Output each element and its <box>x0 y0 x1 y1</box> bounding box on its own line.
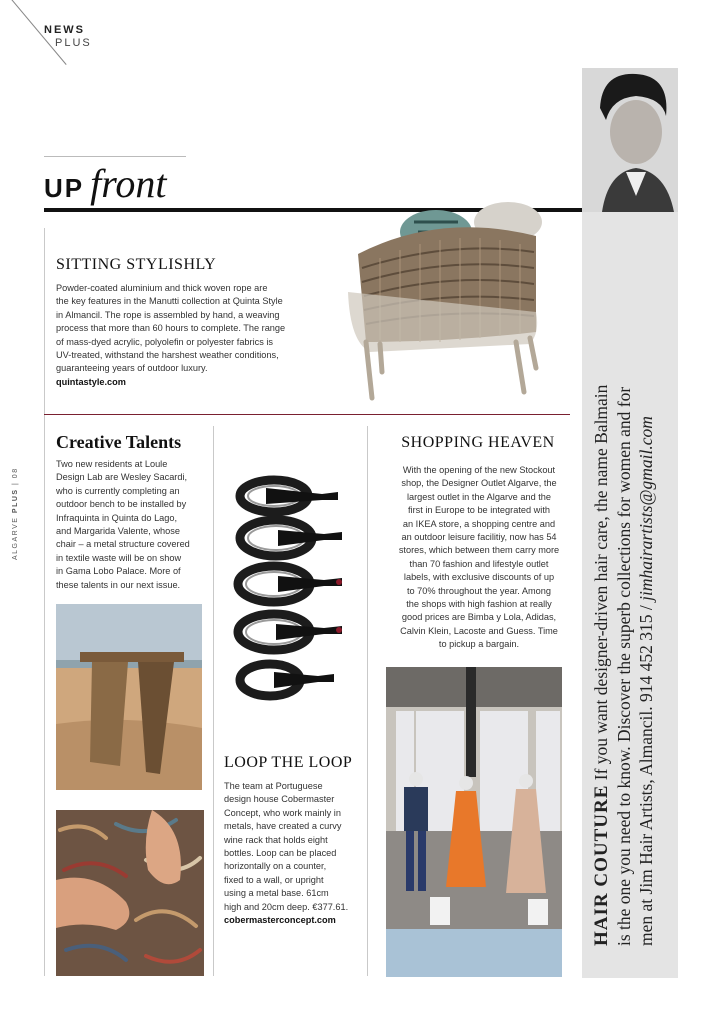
left-column-rule <box>44 228 45 976</box>
hair-couture-text <box>590 226 657 946</box>
ceiling-pendant <box>466 667 476 777</box>
price-sign-right <box>528 899 548 925</box>
shopping-line: largest outlet in the Algarve and the <box>406 491 552 502</box>
shopping-line: than 70 fashion and lifestyle outlet <box>409 558 549 569</box>
outlet-store-photo <box>386 667 562 977</box>
wine-rack-image <box>226 470 350 716</box>
sitting-line: guaranteeing years of outdoor luxury. <box>56 363 208 374</box>
shopping-line: first in Europe to be integrated with <box>408 505 550 516</box>
shopping-line: stores, which between them carry more <box>398 545 560 556</box>
page-folio <box>12 467 19 560</box>
section-title-front: front <box>90 161 167 206</box>
shopping-line: an IKEA store, a shopping centre and <box>402 518 556 529</box>
shopping-line: Calvin Klein, Lacoste and Guess. Time <box>400 625 558 636</box>
shopping-heaven-body <box>386 464 572 652</box>
hair-couture-line-1 <box>590 226 613 946</box>
masthead-news: NEWS <box>44 24 85 36</box>
loop-line: Concept, who work mainly in <box>224 807 341 818</box>
hair-couture-line-3 <box>635 226 657 946</box>
sitting-stylishly-headline: SITTING STYLISHLY <box>56 256 217 273</box>
sitting-line: process that more than 60 hours to complete. The range <box>56 323 286 334</box>
loop-line: wine rack that holds eight <box>224 834 328 845</box>
shopping-line: With the opening of the new Stockout <box>402 465 556 475</box>
loop-the-loop-headline: LOOP THE LOOP <box>224 754 353 771</box>
shopping-line: shop, the Designer Outlet Algarve, the <box>401 478 557 489</box>
loop-line: horizontally on a counter, <box>224 861 327 872</box>
sitting-line: UV-treated, withstand the harshest weather conditions, <box>56 350 279 361</box>
shopping-line: the shops with high fashion at really <box>406 599 552 610</box>
loop-line: design house Cobermaster <box>224 794 335 805</box>
woven-chair-image <box>340 192 550 412</box>
creative-talents-headline: Creative Talents <box>56 432 182 452</box>
creative-line: chair – a metal structure covered <box>56 539 190 550</box>
loop-line: metals, have created a curvy <box>224 821 342 832</box>
section-title-up: UP <box>44 173 85 203</box>
section-top-rule <box>44 156 186 157</box>
masthead-plus: PLUS <box>55 37 92 49</box>
shopping-line: an outdoor leisure facilitiy, now has 54 <box>401 532 557 543</box>
textile-waste-photo <box>56 810 204 976</box>
shopping-line: to 70% throughout the year. Among <box>406 585 552 596</box>
shopping-line: labels, with exclusive discounts of up <box>403 572 555 583</box>
folio-page-number: 08 <box>12 467 19 479</box>
sand-shadow <box>56 720 202 790</box>
shopping-line: good prices are Bimba y Lola, Adidas, <box>401 612 557 623</box>
face <box>610 100 662 164</box>
quintastyle-link[interactable]: quintastyle.com <box>56 376 126 387</box>
hair-couture-headline: HAIR COUTURE <box>591 784 612 946</box>
shopping-heaven-headline: SHOPPING HEAVEN <box>401 434 555 451</box>
hair-couture-line-2: is the one you need to know. Discover the superb collections for women and for <box>614 386 634 946</box>
hair-couture-email[interactable]: jimhairartists@gmail.com <box>636 416 656 601</box>
creative-line: and Margarida Valente, whose <box>56 526 180 537</box>
cobermaster-link[interactable]: cobermasterconcept.com <box>224 915 336 926</box>
bottle-cap-red <box>336 579 342 585</box>
loop-line: bottles. Loop can be placed <box>224 848 337 859</box>
price-sign-left <box>430 897 450 925</box>
column-divider-2 <box>367 426 368 976</box>
loop-the-loop-body <box>224 780 364 927</box>
corner-masthead <box>0 0 92 70</box>
folio-separator: | <box>12 481 19 485</box>
creative-line: Design Lab are Wesley Sacardi, <box>56 472 188 483</box>
sitting-line: Powder-coated aluminium and thick woven rope are <box>56 283 268 293</box>
loop-line: high and 20cm deep. €377.61. <box>224 901 349 912</box>
creative-line: in textile waste will be on show <box>56 552 182 563</box>
sitting-stylishly-body <box>56 282 346 389</box>
shopping-line: to pickup a bargain. <box>438 639 520 650</box>
creative-line: Infraquinta in Quinta do Lago, <box>56 512 178 523</box>
column-divider-1 <box>213 426 214 976</box>
creative-line: Two new residents at Loule <box>56 459 168 469</box>
section-title <box>44 160 166 207</box>
creative-line: in Gama Lobo Palace. More of <box>56 566 181 577</box>
hair-couture-line-1-text: If you want designer-driven hair care, the name Balmain <box>591 384 611 781</box>
creative-line: these talents in our next issue. <box>56 579 181 590</box>
loop-line: fixed to a wall, or upright <box>224 874 324 885</box>
section-divider-rule <box>44 414 570 415</box>
sitting-line: in Almancil. The rope is assembled by hand, a weaving <box>56 309 280 320</box>
bench-top <box>80 652 184 662</box>
creative-line: outdoor bench to be installed by <box>56 499 187 510</box>
loop-line: The team at Portuguese <box>224 781 323 791</box>
display-plinth <box>386 929 562 977</box>
bottle-cap-red-2 <box>336 627 342 633</box>
folio-brand: ALGARVE <box>12 516 19 560</box>
creative-line: who is currently completing an <box>56 485 180 496</box>
hair-couture-contact: men at Jim Hair Artists, Almancil. 914 452 315 / <box>636 605 656 946</box>
hair-model-portrait <box>582 68 678 212</box>
beach-bench-photo <box>56 604 202 790</box>
sitting-line: the key features in the Manutti collection at Quinta Style <box>56 296 283 307</box>
creative-talents-body <box>56 458 212 592</box>
sitting-line: of mass-dyed acrylic, polyolefin or polyester fabrics is <box>56 336 274 347</box>
folio-plus: PLUS <box>12 488 19 514</box>
loop-line: using a metal base. 61cm <box>224 888 329 899</box>
